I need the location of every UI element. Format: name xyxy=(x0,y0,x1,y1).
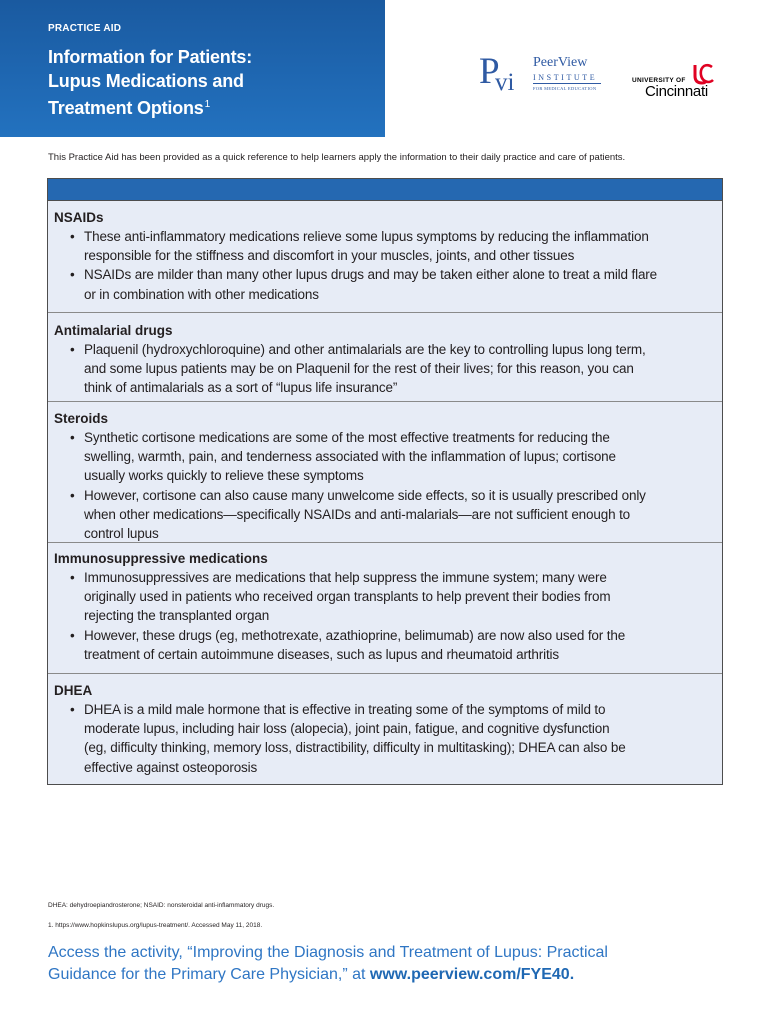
uc-university-of: UNIVERSITY OF xyxy=(632,77,686,84)
uc-cincinnati: Cincinnati xyxy=(645,83,708,100)
intro-text: This Practice Aid has been provided as a quick reference to help learners apply the information to their daily practice and care of patients. xyxy=(48,152,626,163)
section-title: Immunosuppressive medications xyxy=(54,551,268,566)
header-banner xyxy=(0,0,385,137)
list-item: • DHEA is a mild male hormone that is effective in treating some of the symptoms of mild to moderate lupus, including hair loss (alopecia), joint pain, fatigue, and cognitive dysfunction (eg, difficulty thinking, memory loss, distractibility, difficulty in multitasking); DHEA can also be effective against osteoporosis xyxy=(54,700,715,777)
page-title: Information for Patients: Lupus Medications and Treatment Options$^1$ xyxy=(48,47,253,118)
practice-aid-label: PRACTICE AID xyxy=(48,23,122,34)
list-item: • These anti-inflammatory medications relieve some lupus symptoms by reducing the inflammation responsible for the stiffness and discomfort in your muscles, joints, and other tissues xyxy=(54,227,715,265)
peerview-institute-logo: P vi PeerView INSTITUTE FOR MEDICAL EDUCATION xyxy=(479,53,625,103)
list-item: • Immunosuppressives are medications that help suppress the immune system; many were originally used in patients who received organ transplants to help prevent their bodies from rejecting the transplanted organ xyxy=(54,568,715,626)
section-immunosuppressive-medications xyxy=(48,543,722,674)
list-item: • However, these drugs (eg, methotrexate, azathioprine, belimumab) are now also used for the treatment of certain autoimmune diseases, such as lupus and rheumatoid arthritis xyxy=(54,626,715,664)
pvi-rule xyxy=(533,83,601,84)
bullet-list xyxy=(54,568,715,664)
section-steroids xyxy=(48,402,722,543)
medication-table xyxy=(47,178,723,785)
list-item: • Synthetic cortisone medications are some of the most effective treatments for reducing the swelling, warmth, pain, and tenderness associated with the inflammation of lupus; cortisone usually works quickly to relieve these symptoms xyxy=(54,428,715,486)
section-title: DHEA xyxy=(54,683,93,698)
bullet-list xyxy=(54,227,715,304)
section-nsaids xyxy=(48,201,722,313)
pvi-tagline: FOR MEDICAL EDUCATION xyxy=(533,86,597,91)
list-item: • NSAIDs are milder than many other lupus drugs and may be taken either alone to treat a mild flare or in combination with other medications xyxy=(54,265,715,303)
section-title: NSAIDs xyxy=(54,210,104,225)
list-item: • Plaquenil (hydroxychloroquine) and other antimalarials are the key to controlling lupus long term, and some lupus patients may be on Plaquenil for the rest of their lives; for this reason, you can think of antimalarials as a sort of “lupus life insurance” xyxy=(54,340,715,398)
abbreviations-footnote: DHEA: dehydroepiandrosterone; NSAID: nonsteroidal anti-inflammatory drugs. xyxy=(48,902,275,909)
title-reference: 1 xyxy=(204,99,210,110)
section-title: Antimalarial drugs xyxy=(54,323,173,338)
pvi-institute: INSTITUTE xyxy=(533,73,598,82)
section-antimalarial-drugs xyxy=(48,313,722,402)
reference-footnote: 1. https://www.hopkinslupus.org/lupus-treatment/. Accessed May 11, 2018. xyxy=(48,922,263,929)
table-header-bar xyxy=(48,179,722,201)
section-dhea xyxy=(48,674,722,777)
activity-link[interactable]: www.peerview.com/FYE40. xyxy=(369,966,575,983)
bullet-list xyxy=(54,340,715,398)
activity-call-to-action: Access the activity, “Improving the Diagnosis and Treatment of Lupus: Practical Guidance for the Primary Care Physician,” at www.peerview.com/FYE40. xyxy=(48,944,608,983)
university-of-cincinnati-logo xyxy=(632,63,722,103)
bullet-list xyxy=(54,428,715,543)
list-item: • However, cortisone can also cause many unwelcome side effects, so it is usually prescribed only when other medications—specifically NSAIDs and anti-malarials—are not sufficient enough to control lupus xyxy=(54,486,715,544)
section-title: Steroids xyxy=(54,411,109,426)
pvi-name: PeerView xyxy=(533,55,588,70)
bullet-list xyxy=(54,700,715,777)
